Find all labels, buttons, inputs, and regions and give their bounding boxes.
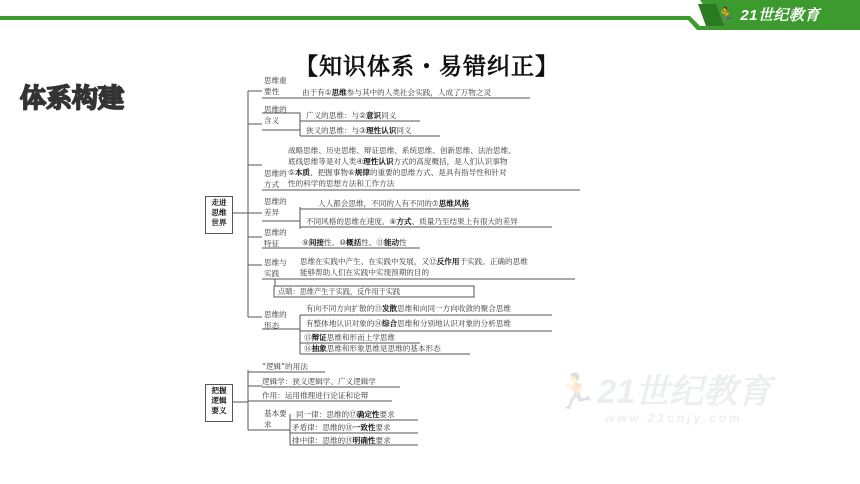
methods-line-3: ⑤本质、把握事物⑥规律的重要的思维方式、是具有指导性和针对 xyxy=(288,168,507,177)
badge-char: 建 xyxy=(98,84,125,114)
difference-line-2: 不同风格的思维在速度、⑧方式、质量乃至结果上有很大的差异 xyxy=(306,217,518,226)
badge-char: 体 xyxy=(20,84,47,114)
forms-line-3: ⑮辩证思维和形而上学思维 xyxy=(304,333,396,342)
branch-label-difference: 思维的差异 xyxy=(264,197,287,217)
watermark-url: www.21cnjy.com xyxy=(605,411,743,425)
badge-char: 构 xyxy=(72,84,99,114)
importance-text: 由于有①思维参与其中的人类社会实践，人成了万物之灵 xyxy=(302,88,492,97)
basic-line-3: 排中律：思维的⑲明确性要求 xyxy=(292,436,391,445)
forms-line-4: ⑯抽象思维和形象思维是思维的基本形态 xyxy=(304,344,441,353)
logic-science: 逻辑学：狭义逻辑学、广义逻辑学 xyxy=(262,377,376,386)
logo-url: www.21cnjy.com xyxy=(742,30,788,36)
practice-line-1: 思维在实践中产生、在实践中发展，又⑫反作用于实践。正确的思维 xyxy=(300,257,528,266)
logic-role: 作用：运用推理进行论证和论辩 xyxy=(262,391,369,400)
runner-watermark-icon: 🏃 xyxy=(555,373,598,411)
watermark-logo xyxy=(555,373,771,425)
methods-line-2: 底线思维等是对人类④理性认识方式的高度概括，是人们认识事物 xyxy=(288,157,508,166)
branch-label-methods: 思维的方式 xyxy=(264,169,287,189)
branch-label-meaning: 思维的含义 xyxy=(264,105,287,125)
branch-label-basic: 基本要求 xyxy=(264,409,287,429)
methods-line-4: 性的科学的思想方法和工作方法 xyxy=(288,179,395,188)
logo-text: 21世纪教育 xyxy=(740,7,820,24)
root-label: 走进思维世界 xyxy=(211,198,227,227)
forms-line-2: 有整体地认识对象的⑭综合思维和分别地认识对象的分析思维 xyxy=(306,319,512,328)
root-node-thinking xyxy=(205,196,233,234)
badge-char: 系 xyxy=(46,84,73,114)
page-title: 【知识体系・易错纠正】 xyxy=(295,53,559,80)
root-label: 把握逻辑要义 xyxy=(211,386,227,415)
branch-label-importance: 思维重要性 xyxy=(264,76,287,96)
root-node-logic xyxy=(205,384,233,422)
methods-line-1: 战略思维、历史思维、辩证思维、系统思维、创新思维、法治思维、 xyxy=(288,146,516,155)
runner-icon: 🏃 xyxy=(716,7,736,24)
basic-line-2: 矛盾律：思维的⑱一致性要求 xyxy=(292,423,391,432)
branch-label-features: 思维的特征 xyxy=(264,228,287,248)
branch-label-practice: 思维与实践 xyxy=(264,258,287,278)
features-line-1: ⑨间接性、⑩概括性、⑪能动性 xyxy=(302,238,407,247)
branch-label-forms: 思维的形态 xyxy=(264,310,287,330)
practice-tip: 点睛：思维产生于实践，反作用于实践 xyxy=(278,287,401,296)
difference-line-1: 人人都会思维，不同的人有不同的⑦思维风格 xyxy=(318,199,470,208)
basic-line-1: 同一律：思维的⑰确定性要求 xyxy=(296,410,395,419)
forms-line-1: 有向不同方向扩散的⑬发散思维和向同一方向收敛的聚合思维 xyxy=(306,304,512,313)
practice-line-2: 能够帮助人们在实践中实现预期的目的 xyxy=(300,268,430,277)
meaning-line-1: 广义的思维：与②意识同义 xyxy=(306,111,397,120)
watermark-text: 21世纪教育 xyxy=(597,373,772,411)
logic-usage: “逻辑”的用法 xyxy=(262,362,308,371)
meaning-line-2: 狭义的思维：与③理性认识同义 xyxy=(306,126,412,135)
